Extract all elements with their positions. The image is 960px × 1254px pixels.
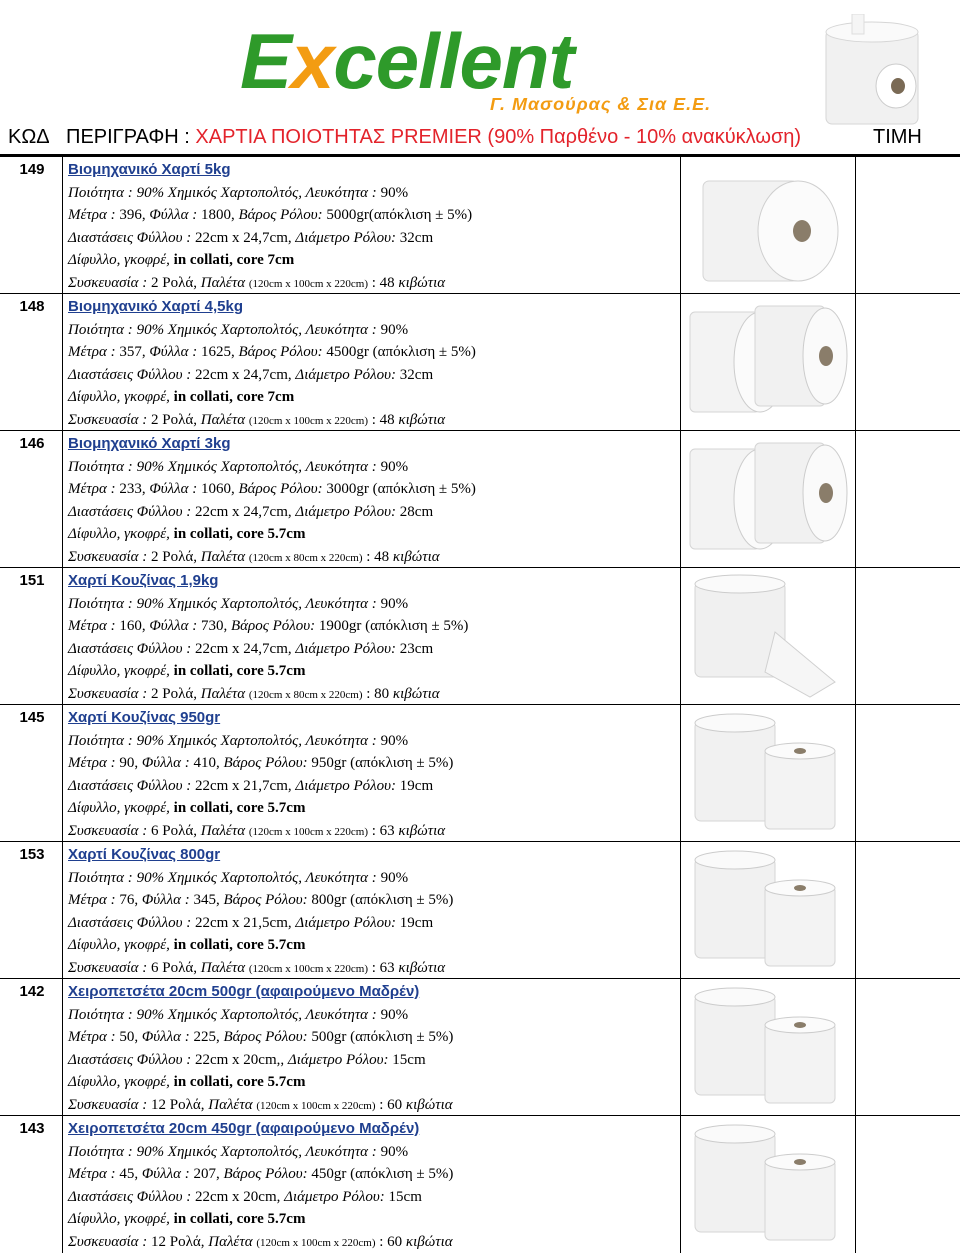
column-divider bbox=[62, 568, 63, 704]
column-divider bbox=[855, 979, 856, 1115]
product-price bbox=[860, 709, 955, 837]
product-title: Χαρτί Κουζίνας 1,9kg bbox=[68, 572, 219, 589]
product-image bbox=[685, 572, 850, 700]
product-image bbox=[685, 846, 850, 974]
product-image bbox=[685, 298, 850, 426]
product-title: Χαρτί Κουζίνας 800gr bbox=[68, 846, 221, 863]
product-description: Χειροπετσέτα 20cm 450gr (αφαιρούμενο Μαδρέν) Ποιότητα : 90% Χημικός Χαρτοπολτός, Λευκότητα : 90% Μέτρα : 45, Φύλλα : 207, Βάρος Ρόλου: 450gr (απόκλιση ± 5%) Διαστάσεις Φύλλου : 22cm x 20cm, Διάμετρο Ρόλου: 15cm Δίφυλλο, γκοφρέ, in collati, core 5.7cm Συσκευασία : 12 Ρολά, Παλέτα (120cm x 100cm x 220cm) : 60 κιβώτια bbox=[68, 1120, 454, 1250]
product-code: 142 bbox=[19, 983, 45, 1000]
column-code: ΚΩΔ bbox=[8, 126, 50, 148]
column-divider bbox=[855, 842, 856, 978]
product-price bbox=[860, 572, 955, 700]
product-description: Βιομηχανικό Χαρτί 3kg Ποιότητα : 90% Χημικός Χαρτοπολτός, Λευκότητα : 90% Μέτρα : 233, Φύλλα : 1060, Βάρος Ρόλου: 3000gr (απόκλιση ± 5%) Διαστάσεις Φύλλου : 22cm x 24,7cm, Διάμετρο Ρόλου: 28cm Δίφυλλο, γκοφρέ, in collati, core 5.7cm Συσκευασία : 2 Ρολά, Παλέτα (120cm x 80cm x 220cm) : 48 κιβώτια bbox=[68, 435, 476, 565]
product-price bbox=[860, 161, 955, 289]
column-divider bbox=[855, 1116, 856, 1253]
product-title: Χειροπετσέτα 20cm 450gr (αφαιρούμενο Μαδρέν) bbox=[68, 1120, 420, 1137]
column-divider bbox=[680, 294, 681, 430]
product-code: 149 bbox=[19, 161, 45, 178]
product-code: 143 bbox=[19, 1120, 45, 1137]
product-code: 145 bbox=[19, 709, 45, 726]
column-divider bbox=[62, 842, 63, 978]
centerfeed-roll-image bbox=[812, 14, 932, 132]
product-title: Χειροπετσέτα 20cm 500gr (αφαιρούμενο Μαδρέν) bbox=[68, 983, 420, 1000]
product-description: Χαρτί Κουζίνας 1,9kg Ποιότητα : 90% Χημικός Χαρτοπολτός, Λευκότητα : 90% Μέτρα : 160, Φύλλα : 730, Βάρος Ρόλου: 1900gr (απόκλιση ± 5%) Διαστάσεις Φύλλου : 22cm x 24,7cm, Διάμετρο Ρόλου: 23cm Δίφυλλο, γκοφρέ, in collati, core 5.7cm Συσκευασία : 2 Ρολά, Παλέτα (120cm x 80cm x 220cm) : 80 κιβώτια bbox=[68, 572, 469, 702]
column-divider bbox=[62, 979, 63, 1115]
excellent-logo bbox=[240, 17, 712, 115]
product-image bbox=[685, 983, 850, 1111]
product-code: 146 bbox=[19, 435, 45, 452]
product-description: Χαρτί Κουζίνας 800gr Ποιότητα : 90% Χημικός Χαρτοπολτός, Λευκότητα : 90% Μέτρα : 76, Φύλλα : 345, Βάρος Ρόλου: 800gr (απόκλιση ± 5%) Διαστάσεις Φύλλου : 22cm x 21,5cm, Διάμετρο Ρόλου: 19cm Δίφυλλο, γκοφρέ, in collati, core 5.7cm Συσκευασία : 6 Ρολά, Παλέτα (120cm x 100cm x 220cm) : 63 κιβώτια bbox=[68, 846, 454, 976]
product-title: Χαρτί Κουζίνας 950gr bbox=[68, 709, 221, 726]
product-code: 148 bbox=[19, 298, 45, 315]
column-divider bbox=[62, 705, 63, 841]
product-code: 153 bbox=[19, 846, 45, 863]
product-description: Χαρτί Κουζίνας 950gr Ποιότητα : 90% Χημικός Χαρτοπολτός, Λευκότητα : 90% Μέτρα : 90, Φύλλα : 410, Βάρος Ρόλου: 950gr (απόκλιση ± 5%) Διαστάσεις Φύλλου : 22cm x 21,7cm, Διάμετρο Ρόλου: 19cm Δίφυλλο, γκοφρέ, in collati, core 5.7cm Συσκευασία : 6 Ρολά, Παλέτα (120cm x 100cm x 220cm) : 63 κιβώτια bbox=[68, 709, 454, 839]
page-header bbox=[0, 0, 960, 160]
table-column-header bbox=[0, 122, 960, 154]
product-title: Βιομηχανικό Χαρτί 4,5kg bbox=[68, 298, 243, 315]
product-title: Βιομηχανικό Χαρτί 3kg bbox=[68, 435, 231, 452]
column-divider bbox=[62, 294, 63, 430]
column-divider bbox=[855, 157, 856, 293]
table-row bbox=[0, 842, 960, 979]
table-row bbox=[0, 294, 960, 431]
table-row bbox=[0, 1116, 960, 1253]
table-row bbox=[0, 157, 960, 294]
column-divider bbox=[855, 568, 856, 704]
product-price bbox=[860, 846, 955, 974]
table-row bbox=[0, 431, 960, 568]
column-divider bbox=[680, 1116, 681, 1253]
column-divider bbox=[680, 979, 681, 1115]
column-divider bbox=[680, 431, 681, 567]
product-description: Βιομηχανικό Χαρτί 5kg Ποιότητα : 90% Χημικός Χαρτοπολτός, Λευκότητα : 90% Μέτρα : 396, Φύλλα : 1800, Βάρος Ρόλου: 5000gr(απόκλιση ± 5%) Διαστάσεις Φύλλου : 22cm x 24,7cm, Διάμετρο Ρόλου: 32cm Δίφυλλο, γκοφρέ, in collati, core 7cm Συσκευασία : 2 Ρολά, Παλέτα (120cm x 100cm x 220cm) : 48 κιβώτια bbox=[68, 161, 473, 291]
product-image bbox=[685, 161, 850, 289]
product-price bbox=[860, 435, 955, 563]
table-row bbox=[0, 979, 960, 1116]
product-title: Βιομηχανικό Χαρτί 5kg bbox=[68, 161, 231, 178]
product-table bbox=[0, 157, 960, 1253]
column-divider bbox=[855, 431, 856, 567]
product-price bbox=[860, 983, 955, 1111]
column-divider bbox=[62, 1116, 63, 1253]
product-price bbox=[860, 1120, 955, 1248]
product-description: Βιομηχανικό Χαρτί 4,5kg Ποιότητα : 90% Χημικός Χαρτοπολτός, Λευκότητα : 90% Μέτρα : 357, Φύλλα : 1625, Βάρος Ρόλου: 4500gr (απόκλιση ± 5%) Διαστάσεις Φύλλου : 22cm x 24,7cm, Διάμετρο Ρόλου: 32cm Δίφυλλο, γκοφρέ, in collati, core 7cm Συσκευασία : 2 Ρολά, Παλέτα (120cm x 100cm x 220cm) : 48 κιβώτια bbox=[68, 298, 476, 428]
product-image bbox=[685, 435, 850, 563]
table-row bbox=[0, 705, 960, 842]
column-price: ΤΙΜΗ bbox=[873, 126, 922, 148]
column-description: ΠΕΡΙΓΡΑΦΗ : ΧΑΡΤΙΑ ΠΟΙΟΤΗΤΑΣ PREMIER (90% Παρθένο - 10% ανακύκλωση) bbox=[66, 126, 802, 148]
product-image bbox=[685, 709, 850, 837]
category-title: ΧΑΡΤΙΑ ΠΟΙΟΤΗΤΑΣ PREMIER (90% Παρθένο - 10% ανακύκλωση) bbox=[195, 126, 802, 148]
table-row bbox=[0, 568, 960, 705]
product-code: 151 bbox=[19, 572, 45, 589]
column-divider bbox=[680, 842, 681, 978]
column-divider bbox=[680, 705, 681, 841]
column-divider bbox=[62, 431, 63, 567]
logo-wordmark: Excellent bbox=[240, 17, 574, 105]
column-divider bbox=[62, 157, 63, 293]
column-divider bbox=[680, 157, 681, 293]
column-divider bbox=[855, 705, 856, 841]
logo-subtitle: Γ. Μασούρας & Σια Ε.Ε. bbox=[490, 94, 712, 114]
product-description: Χειροπετσέτα 20cm 500gr (αφαιρούμενο Μαδρέν) Ποιότητα : 90% Χημικός Χαρτοπολτός, Λευκότητα : 90% Μέτρα : 50, Φύλλα : 225, Βάρος Ρόλου: 500gr (απόκλιση ± 5%) Διαστάσεις Φύλλου : 22cm x 20cm,, Διάμετρο Ρόλου: 15cm Δίφυλλο, γκοφρέ, in collati, core 5.7cm Συσκευασία : 12 Ρολά, Παλέτα (120cm x 100cm x 220cm) : 60 κιβώτια bbox=[68, 983, 454, 1113]
column-divider bbox=[680, 568, 681, 704]
column-divider bbox=[855, 294, 856, 430]
product-image bbox=[685, 1120, 850, 1248]
product-price bbox=[860, 298, 955, 426]
